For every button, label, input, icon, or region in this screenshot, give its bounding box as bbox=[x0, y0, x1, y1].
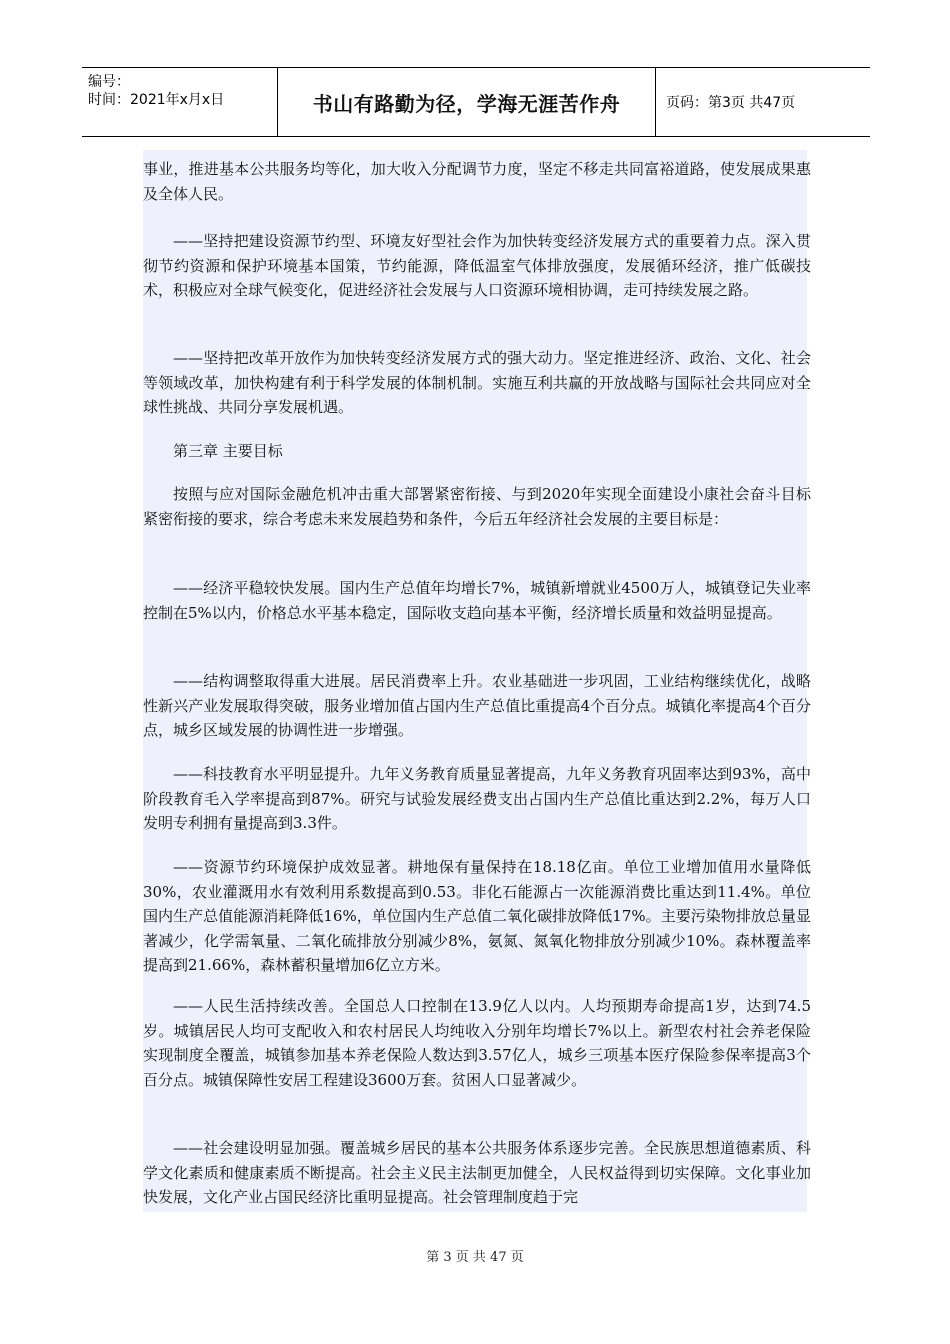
chapter-heading: 第三章 主要目标 bbox=[173, 442, 283, 460]
paragraph-science-education: ——科技教育水平明显提升。九年义务教育质量显著提高，九年义务教育巩固率达到93%，高中阶段教育毛入学率提高到87%。研究与试验发展经费支出占国内生产总值比重达到2.2%，每万人口发明专利拥有量提高到3.3件。 bbox=[143, 765, 811, 832]
paragraph-social-construction: ——社会建设明显加强。覆盖城乡居民的基本公共服务体系逐步完善。全民族思想道德素质、科学文化素质和健康素质不断提高。社会主义民主法制更加健全，人民权益得到切实保障。文化事业加快发展，文化产业占国民经济比重明显提高。社会管理制度趋于完 bbox=[143, 1139, 811, 1206]
paragraph-living-standards: ——人民生活持续改善。全国总人口控制在13.9亿人以内。人均预期寿命提高1岁，达到74.5岁。城镇居民人均可支配收入和农村居民人均纯收入分别年均增长7%以上。新型农村社会养老保险实现制度全覆盖，城镇参加基本养老保险人数达到3.57亿人，城乡三项基本医疗保险参保率提高3个百分点。城镇保障性安居工程建设3600万套。贫困人口显著减少。 bbox=[143, 997, 811, 1089]
paragraph-reform-opening: ——坚持把改革开放作为加快转变经济发展方式的强大动力。坚定推进经济、政治、文化、社会等领域改革，加快构建有利于科学发展的体制机制。实施互利共赢的开放战略与国际社会共同应对全球性挑战、共同分享发展机遇。 bbox=[143, 349, 811, 416]
paragraph-continuation: 事业，推进基本公共服务均等化，加大收入分配调节力度，坚定不移走共同富裕道路，使发展成果惠及全体人民。 bbox=[143, 160, 811, 203]
paragraph-structural-adjustment: ——结构调整取得重大进展。居民消费率上升。农业基础进一步巩固，工业结构继续优化，战略性新兴产业发展取得突破，服务业增加值占国内生产总值比重提高4个百分点。城镇化率提高4个百分点，城乡区域发展的协调性进一步增强。 bbox=[143, 672, 811, 739]
document-number-label: 编号： bbox=[88, 74, 130, 90]
paragraph-resource-conservation: ——坚持把建设资源节约型、环境友好型社会作为加快转变经济发展方式的重要着力点。深入贯彻节约资源和保护环境基本国策，节约能源，降低温室气体排放强度，发展循环经济，推广低碳技术，积极应对全球气候变化，促进经济社会发展与人口资源环境相协调，走可持续发展之路。 bbox=[143, 232, 811, 299]
paragraph-economic-growth: ——经济平稳较快发展。国内生产总值年均增长7%，城镇新增就业4500万人，城镇登记失业率控制在5%以内，价格总水平基本稳定，国际收支趋向基本平衡，经济增长质量和效益明显提高。 bbox=[143, 579, 811, 622]
page-header bbox=[82, 67, 870, 137]
page-footer-number: 第 3 页 共 47 页 bbox=[426, 1250, 524, 1265]
header-meta-cell bbox=[82, 68, 278, 136]
document-date-label: 时间：2021年x月x日 bbox=[88, 92, 225, 108]
paragraph-resource-environment: ——资源节约环境保护成效显著。耕地保有量保持在18.18亿亩。单位工业增加值用水量降低30%，农业灌溉用水有效利用系数提高到0.53。非化石能源占一次能源消费比重达到11.4%。单位国内生产总值能源消耗降低16%，单位国内生产总值二氧化碳排放降低17%。主要污染物排放总量显著减少，化学需氧量、二氧化硫排放分别减少8%，氨氮、氮氧化物排放分别减少10%。森林覆盖率提高到21.66%，森林蓄积量增加6亿立方米。 bbox=[143, 858, 811, 974]
paragraph-main-targets-intro: 按照与应对国际金融危机冲击重大部署紧密衔接、与到2020年实现全面建设小康社会奋斗目标紧密衔接的要求，综合考虑未来发展趋势和条件，今后五年经济社会发展的主要目标是： bbox=[143, 485, 811, 528]
header-page-number: 页码：第3页 共47页 bbox=[666, 95, 796, 111]
header-motto: 书山有路勤为径，学海无涯苦作舟 bbox=[278, 68, 656, 136]
